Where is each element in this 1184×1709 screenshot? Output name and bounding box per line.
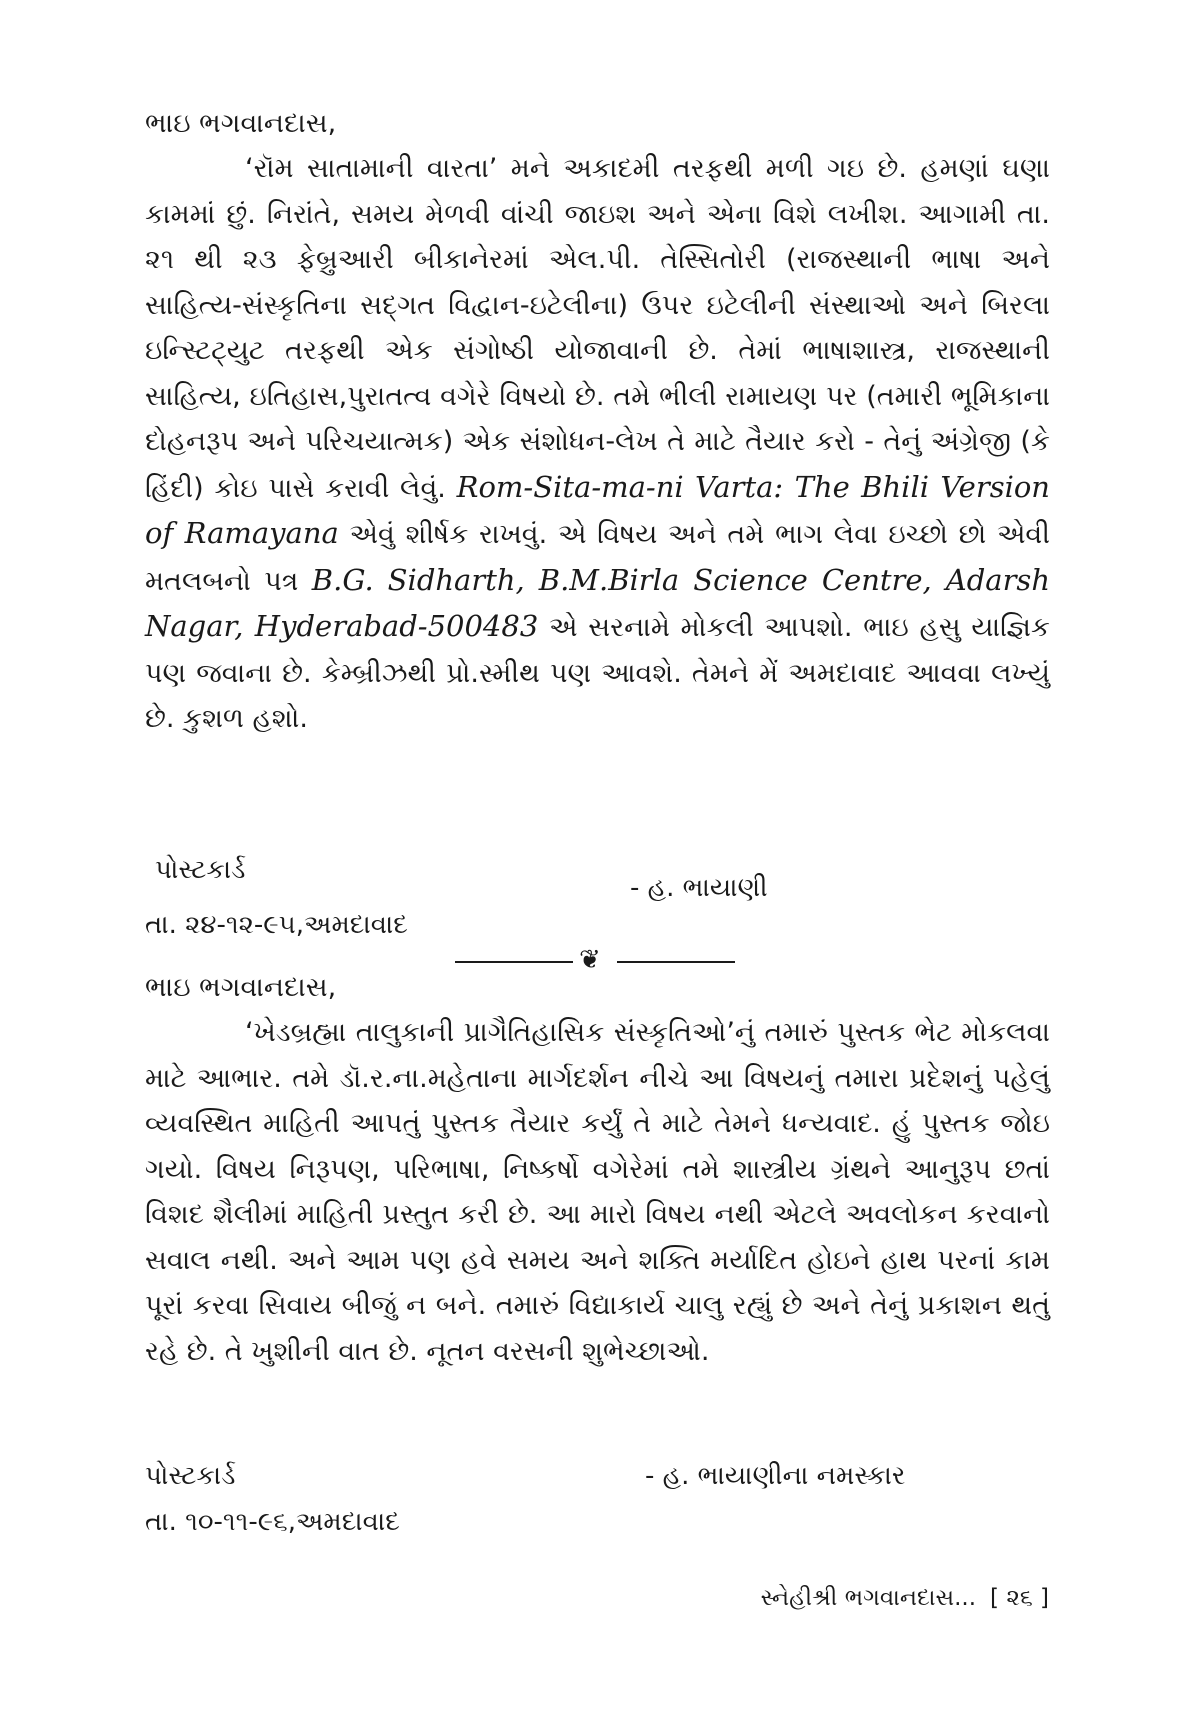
letter-1-body [145,146,1050,742]
letter-1-date-place: તા. ૨૪-૧૨-૯૫,અમદાવાદ [145,910,408,940]
letter-2-salutation: ભાઇ ભગવાનદાસ, [145,972,337,1003]
divider-line-right [617,961,735,963]
letter-1-postcard-label: પોસ્ટકાર્ડ [155,855,246,885]
letter-1-address: B.G. Sidharth, B.M.Birla Science Centre, Adarsh Nagar, Hyderabad-500483 [145,562,1050,643]
letter-2-postcard-label: પોસ્ટકાર્ડ [145,1461,236,1491]
letter-1-body-after: એ સરનામે મોકલી આપશો. ભાઇ હસુ યાજ્ઞિક પણ જવાના છે. કેમ્બ્રીઝથી પ્રો.સ્મીથ પણ આવશે. તેમને મેં અમદાવાદ આવવા લખ્યું છે. કુશળ હશો. [145,612,1050,734]
page-footer [761,1585,1049,1611]
letter-2 [145,966,1050,1374]
divider-line-left [455,961,573,963]
divider-ornament: ❦ [579,945,601,975]
letter-2-date-place: તા. ૧૦-૧૧-૯૬,અમદાવાદ [145,1507,400,1537]
letter-1-body-before: ‘રૉમ સાતામાની વારતા’ મને અકાદમી તરફથી મળી ગઇ છે. હમણાં ઘણા કામમાં છું. નિરાંતે, સમય મેળવી વાંચી જાઇશ અને એના વિશે લખીશ. આગામી તા. ૨૧ થી ૨૩ ફેબ્રુઆરી બીકાનેરમાં એલ.પી. તેસ્સિતોરી (રાજસ્થાની ભાષા અને સાહિત્ય-સંસ્કૃતિના સદ્ગત વિદ્વાન-ઇટેલીના) ઉપર ઇટેલીની સંસ્થાઓ અને બિરલા ઇન્સ્ટિટ્યુટ તરફથી એક સંગોષ્ઠી યોજાવાની છે. તેમાં ભાષાશાસ્ત્ર, રાજસ્થાની સાહિત્ય, ઇતિહાસ,પુરાતત્વ વગેરે વિષયો છે. તમે ભીલી રામાયણ પર (તમારી ભૂમિકાના દોહનરૂપ અને પરિચયાત્મક) એક સંશોધન-લેખ તે માટે તૈયાર કરો - તેનું અંગ્રેજી (કે હિંદી) કોઇ પાસે કરાવી લેવું. [145,153,1050,504]
letter-1 [145,102,1050,742]
running-title: સ્નેહીશ્રી ભગવાનદાસ... [760,1585,977,1611]
page-number: [ ૨૬ ] [990,1585,1049,1611]
letter-2-body: ‘ખેડબ્રહ્મા તાલુકાની પ્રાગૈતિહાસિક સંસ્કૃતિઓ’નું તમારું પુસ્તક ભેટ મોકલવા માટે આભાર. તમે ડૉ.ર.ના.મહેતાના માર્ગદર્શન નીચે આ વિષયનું તમારા પ્રદેશનું પહેલું વ્યવસ્થિત માહિતી આપતું પુસ્તક તૈયાર કર્યું તે માટે તેમને ધન્યવાદ. હું પુસ્તક જોઇ ગયો. વિષય નિરૂપણ, પરિભાષા, નિષ્કર્ષો વગેરેમાં તમે શાસ્ત્રીય ગ્રંથને આનુરૂપ છતાં વિશદ શૈલીમાં માહિતી પ્રસ્તુત કરી છે. આ મારો વિષય નથી એટલે અવલોકન કરવાનો સવાલ નથી. અને આમ પણ હવે સમય અને શક્તિ મર્યાદિત હોઇને હાથ પરનાં કામ પૂરાં કરવા સિવાય બીજું ન બને. તમારું વિદ્યાકાર્ય ચાલુ રહ્યું છે અને તેનું પ્રકાશન થતું રહે છે. તે ખુશીની વાત છે. નૂતન વરસની શુભેચ્છાઓ. [145,1017,1050,1367]
letter-1-salutation: ભાઇ ભગવાનદાસ, [145,108,337,139]
letter-1-signature: - હ. ભાયાણી [630,873,768,903]
letter-1-article-title: Rom-Sita-ma-ni Varta: The Bhili Version of Ramayana [145,469,1050,550]
letter-1-body-mid: એવું શીર્ષક રાખવું. એ વિષય અને તમે ભાગ લેવા ઇચ્છો છો એવી મતલબનો પત્ર [145,519,1050,597]
letter-2-signature: - હ. ભાયાણીના નમસ્કાર [645,1461,906,1491]
